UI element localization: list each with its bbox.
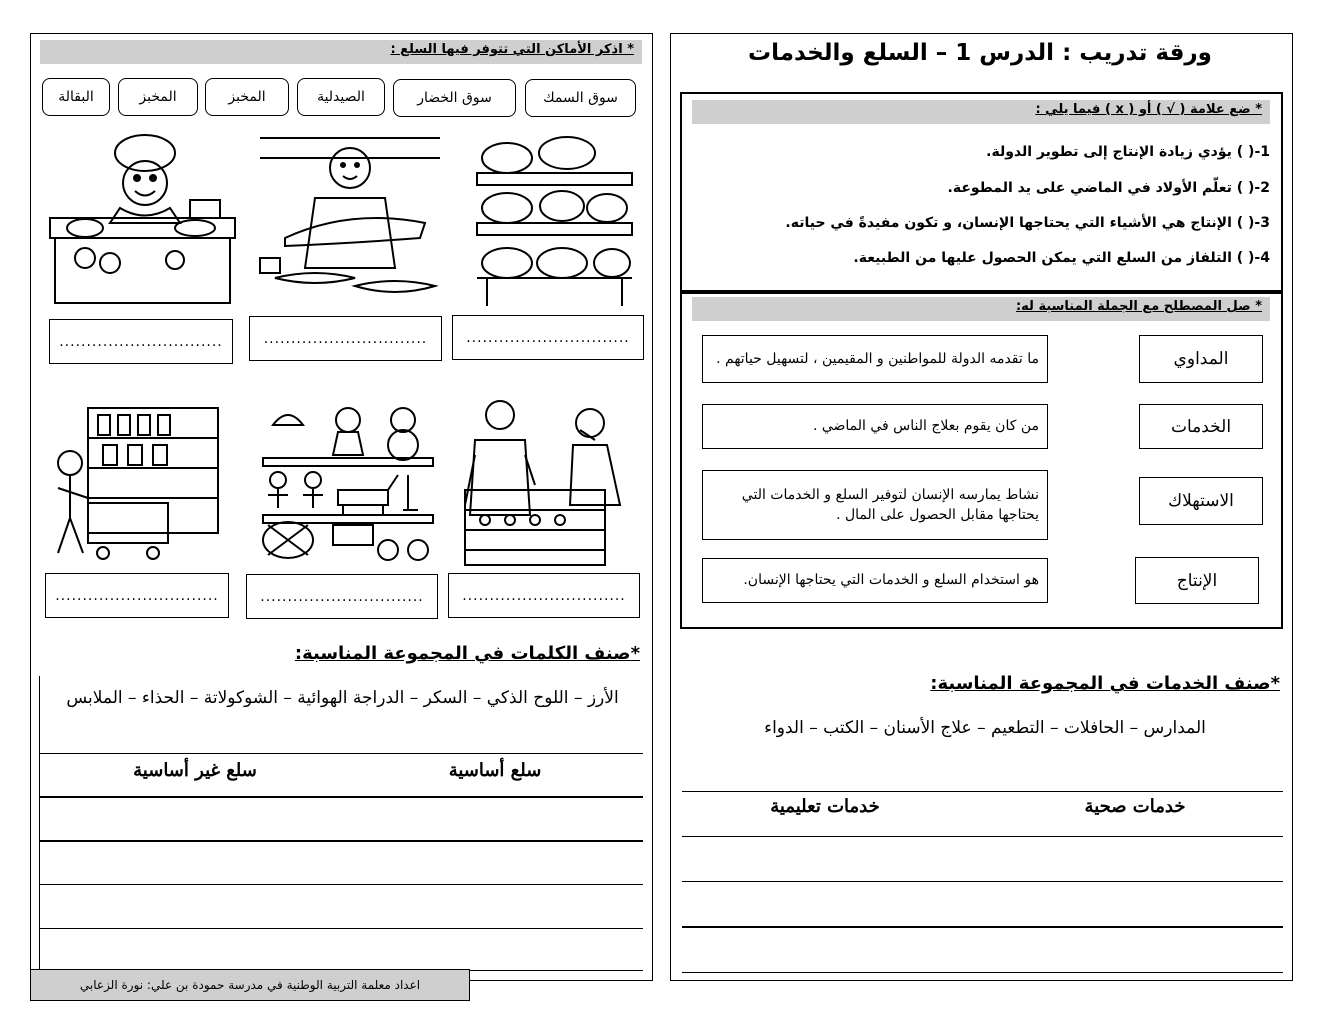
term-box[interactable]: الاستهلاك: [1139, 477, 1263, 525]
education-services-header: خدمات تعليمية: [770, 796, 880, 817]
fishmonger-picture: [255, 128, 445, 308]
definition-box[interactable]: هو استخدام السلع و الخدمات التي يحتاجها الإنسان.: [702, 558, 1048, 603]
place-option[interactable]: البقالة: [42, 78, 110, 116]
term-box[interactable]: الإنتاج: [1135, 557, 1259, 604]
table-line: [40, 753, 643, 754]
answer-box[interactable]: ..............................: [452, 315, 644, 360]
table-line: [682, 926, 1283, 928]
table-line: [40, 884, 643, 885]
place-option[interactable]: الصيدلية: [297, 78, 385, 116]
goods-word-list: الأرز – اللوح الذكي – السكر – الدراجة الهوائية – الشوكولاتة – الحذاء – الملابس: [66, 688, 619, 708]
table-line: [682, 791, 1283, 792]
goods-classify-heading: *صنف الكلمات في المجموعة المناسبة:: [294, 643, 640, 664]
toy-shop-picture: [258, 400, 438, 565]
definition-box[interactable]: ما تقدمه الدولة للمواطنين و المقيمين ، لتسهيل حياتهم .: [702, 335, 1048, 383]
answer-box[interactable]: ..............................: [249, 316, 442, 361]
place-option[interactable]: المخبز: [205, 78, 289, 116]
places-instruction: * اذكر الأماكن التي تتوفر فيها السلع :: [40, 40, 642, 64]
pharmacy-picture: [455, 395, 635, 567]
health-services-header: خدمات صحية: [1084, 796, 1186, 817]
true-false-instruction: * ضع علامة ( √ ) أو ( x ) فيما يلي :: [692, 100, 1270, 124]
table-line: [682, 972, 1283, 973]
place-option[interactable]: سوق الخضار: [393, 79, 516, 117]
fruit-stand-picture: [472, 128, 637, 308]
tf-item[interactable]: 2-( ) تعلّم الأولاد في الماضي على يد المطوعة.: [947, 180, 1270, 196]
basic-goods-header: سلع أساسية: [448, 760, 542, 781]
author-footer: اعداد معلمة التربية الوطنية في مدرسة حمودة بن علي: نورة الزعابي: [30, 969, 470, 1001]
table-line: [40, 796, 643, 798]
table-line: [682, 881, 1283, 882]
grocery-picture: [48, 403, 223, 563]
answer-box[interactable]: ..............................: [448, 573, 640, 618]
place-option[interactable]: سوق السمك: [525, 79, 636, 117]
tf-item[interactable]: 4-( ) التلفاز من السلع التي يمكن الحصول عليها من الطبيعة.: [853, 250, 1270, 266]
services-classify-heading: *صنف الخدمات في المجموعة المناسبة:: [930, 673, 1280, 694]
tf-item[interactable]: 3-( ) الإنتاج هي الأشياء التي يحتاجها الإنسان، و تكون مفيدةً في حياته.: [785, 215, 1270, 231]
answer-box[interactable]: ..............................: [49, 319, 233, 364]
definition-box[interactable]: من كان يقوم بعلاج الناس في الماضي .: [702, 404, 1048, 449]
non-basic-goods-header: سلع غير أساسية: [133, 760, 257, 781]
definition-box[interactable]: نشاط يمارسه الإنسان لتوفير السلع و الخدمات التي يحتاجها مقابل الحصول على المال .: [702, 470, 1048, 540]
answer-box[interactable]: ..............................: [45, 573, 229, 618]
table-line: [682, 836, 1283, 837]
table-line: [40, 840, 643, 842]
answer-box[interactable]: ..............................: [246, 574, 438, 619]
table-border-left: [39, 676, 40, 970]
tf-item[interactable]: 1-( ) يؤدي زيادة الإنتاج إلى تطوير الدولة.: [986, 144, 1270, 160]
place-option[interactable]: المخبز: [118, 78, 198, 116]
services-word-list: المدارس – الحافلات – التطعيم – علاج الأسنان – الكتب – الدواء: [764, 718, 1206, 738]
page-title: ورقة تدريب : الدرس 1 – السلع والخدمات: [748, 40, 1212, 66]
matching-instruction: * صل المصطلح مع الجملة المناسبة له:: [692, 297, 1270, 321]
baker-picture: [45, 128, 240, 308]
table-line: [40, 928, 643, 929]
term-box[interactable]: المداوي: [1139, 335, 1263, 383]
term-box[interactable]: الخدمات: [1139, 404, 1263, 449]
